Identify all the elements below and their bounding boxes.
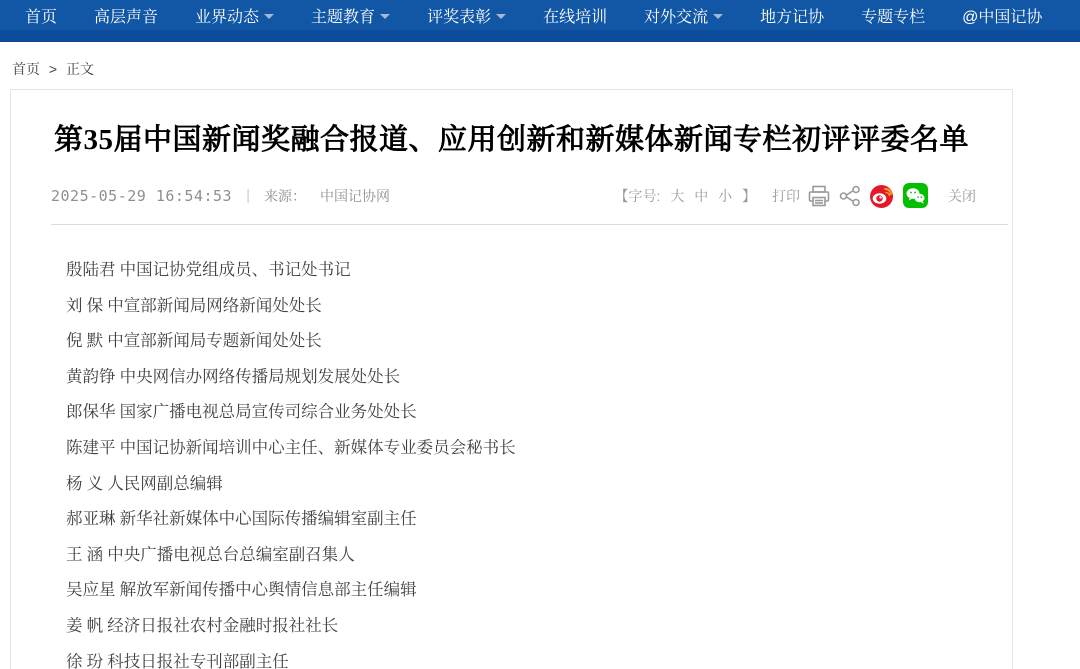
member-row: 倪 默 中宣部新闻局专题新闻处处长 <box>66 331 322 351</box>
fontsize-large-button[interactable]: 大 <box>670 187 685 204</box>
nav-item-label: 首页 <box>25 8 58 26</box>
meta-divider-line <box>51 224 1008 225</box>
member-row: 姜 帆 经济日报社农村金融时报社社长 <box>66 615 339 635</box>
nav-item-label: 对外交流 <box>644 8 709 26</box>
nav-item-0[interactable] <box>25 4 57 27</box>
member-list <box>11 252 1012 669</box>
breadcrumb-home-link[interactable]: 首页 <box>12 61 40 77</box>
member-row: 徐 玢 科技日报社专刊部副主任 <box>66 651 289 669</box>
nav-item-label: 在线培训 <box>543 8 608 26</box>
nav-item-4[interactable] <box>427 4 506 27</box>
nav-item-7[interactable] <box>760 4 824 27</box>
article-container <box>10 89 1013 669</box>
nav-item-3[interactable] <box>311 4 390 27</box>
member-row: 黄韵铮 中央网信办网络传播局规划发展处处长 <box>66 366 401 386</box>
fontsize-open-bracket: 【字号: <box>614 187 661 204</box>
share-icon[interactable] <box>839 185 861 207</box>
nav-item-6[interactable] <box>644 4 723 27</box>
breadcrumb-separator: > <box>48 61 58 77</box>
article-meta-left <box>51 186 390 206</box>
member-row: 殷陆君 中国记协党组成员、书记处书记 <box>66 260 351 279</box>
member-row: 郎保华 国家广播电视总局宣传司综合业务处处长 <box>66 402 417 422</box>
page-title: 第35届中国新闻奖融合报道、应用创新和新媒体新闻专栏初评评委名单 <box>53 124 969 156</box>
publish-datetime: 2025-05-29 16:54:53 <box>51 186 233 205</box>
nav-item-label: @中国记协 <box>962 8 1043 26</box>
source-label: 来源： <box>264 187 306 204</box>
member-row: 刘 保 中宣部新闻局网络新闻处处长 <box>66 295 322 315</box>
meta-divider: | <box>246 187 250 204</box>
member-row: 陈建平 中国记协新闻培训中心主任、新媒体专业委员会秘书长 <box>66 437 516 457</box>
source-value: 中国记协网 <box>320 187 390 204</box>
fontsize-medium-button[interactable]: 中 <box>694 187 709 204</box>
wechat-icon[interactable] <box>902 182 929 209</box>
nav-item-2[interactable] <box>195 4 274 27</box>
breadcrumb <box>12 59 1080 79</box>
fontsize-close-bracket: 】 <box>742 187 756 204</box>
fontsize-group <box>615 186 762 206</box>
article-toolbar <box>615 182 976 209</box>
nav-item-label: 评奖表彰 <box>427 8 492 26</box>
member-row: 杨 义 人民网副总编辑 <box>66 473 223 493</box>
nav-item-label: 专题专栏 <box>861 8 926 26</box>
nav-accent-strip <box>0 30 1080 42</box>
breadcrumb-current: 正文 <box>65 61 94 77</box>
chevron-down-icon <box>264 14 274 19</box>
nav-item-9[interactable] <box>962 4 1042 27</box>
weibo-icon[interactable] <box>868 182 895 209</box>
print-button[interactable]: 打印 <box>772 187 800 204</box>
close-button[interactable]: 关闭 <box>948 187 976 204</box>
chevron-down-icon <box>713 14 723 19</box>
fontsize-small-button[interactable]: 小 <box>718 187 733 204</box>
nav-item-8[interactable] <box>861 4 925 27</box>
member-row: 吴应星 解放军新闻传播中心舆情信息部主任编辑 <box>66 580 417 600</box>
nav-item-label: 高层声音 <box>94 8 159 26</box>
article-meta-row <box>51 182 976 209</box>
nav-item-label: 地方记协 <box>760 8 825 26</box>
member-row: 王 涵 中央广播电视总台总编室副召集人 <box>66 544 355 564</box>
nav-item-5[interactable] <box>543 4 607 27</box>
member-row: 郝亚琳 新华社新媒体中心国际传播编辑室副主任 <box>66 509 417 529</box>
chevron-down-icon <box>496 14 506 19</box>
nav-item-1[interactable] <box>94 4 158 27</box>
top-nav <box>0 0 1080 30</box>
chevron-down-icon <box>380 14 390 19</box>
nav-item-label: 主题教育 <box>311 8 376 26</box>
nav-item-label: 业界动态 <box>195 8 260 26</box>
printer-icon[interactable] <box>806 184 832 208</box>
